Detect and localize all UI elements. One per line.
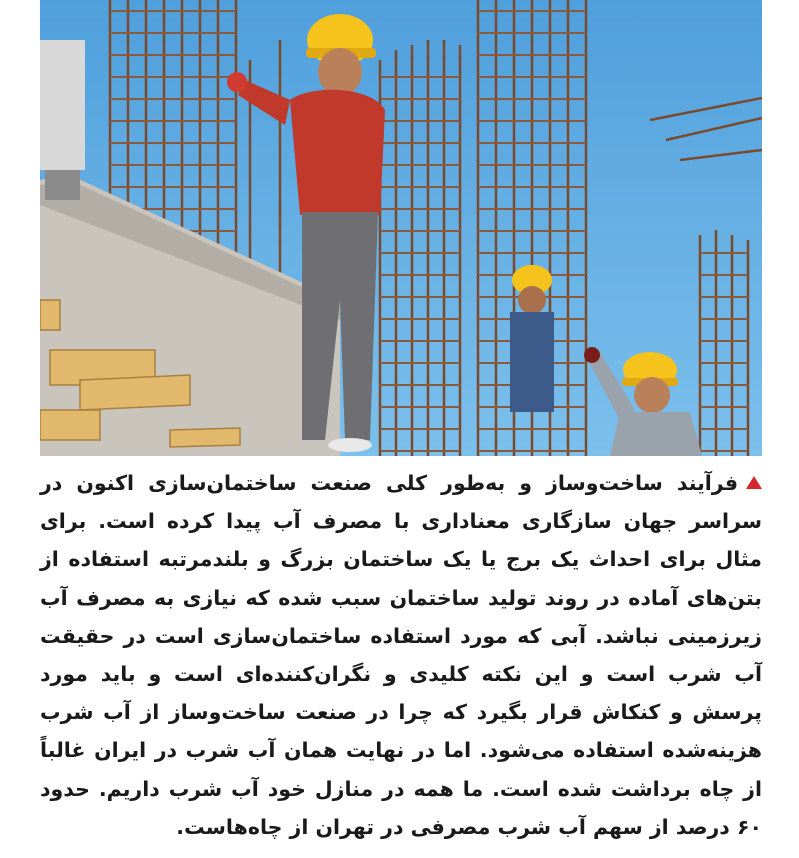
- caption-marker-triangle-icon: [746, 476, 762, 489]
- caption-text: فرآیند ساخت‌وساز و به‌طور کلی صنعت ساختمان‌سازی اکنون در سراسر جهان سازگاری معناداری با مصرف آب پیدا کرده است. برای مثال برای احداث یک برج یا یک ساختمان بزرگ و بلندمرتبه استفاده از بتن‌های آماده در روند تولید ساختمان سبب شده که نیازی به مصرف آب زیرزمینی نباشد. آبی که مورد استفاده ساختمان‌سازی است در حقیقت آب شرب است و این نکته کلیدی و نگران‌کننده‌ای است و باید مورد پرسش و کنکاش قرار بگیرد که چرا در صنعت ساخت‌وساز از آب شرب هزینه‌شده استفاده می‌شود. اما در نهایت همان آب شرب در ایران غالباً از چاه برداشت شده است. ما همه در منازل خود آب شرب داریم. حدود ۶۰ درصد از سهم آب شرب مصرفی در تهران از چاه‌هاست.: [40, 471, 762, 839]
- photo-caption: [40, 464, 762, 846]
- construction-photo: [40, 0, 762, 456]
- worker-left: [40, 40, 85, 200]
- worker-middle: [510, 265, 554, 412]
